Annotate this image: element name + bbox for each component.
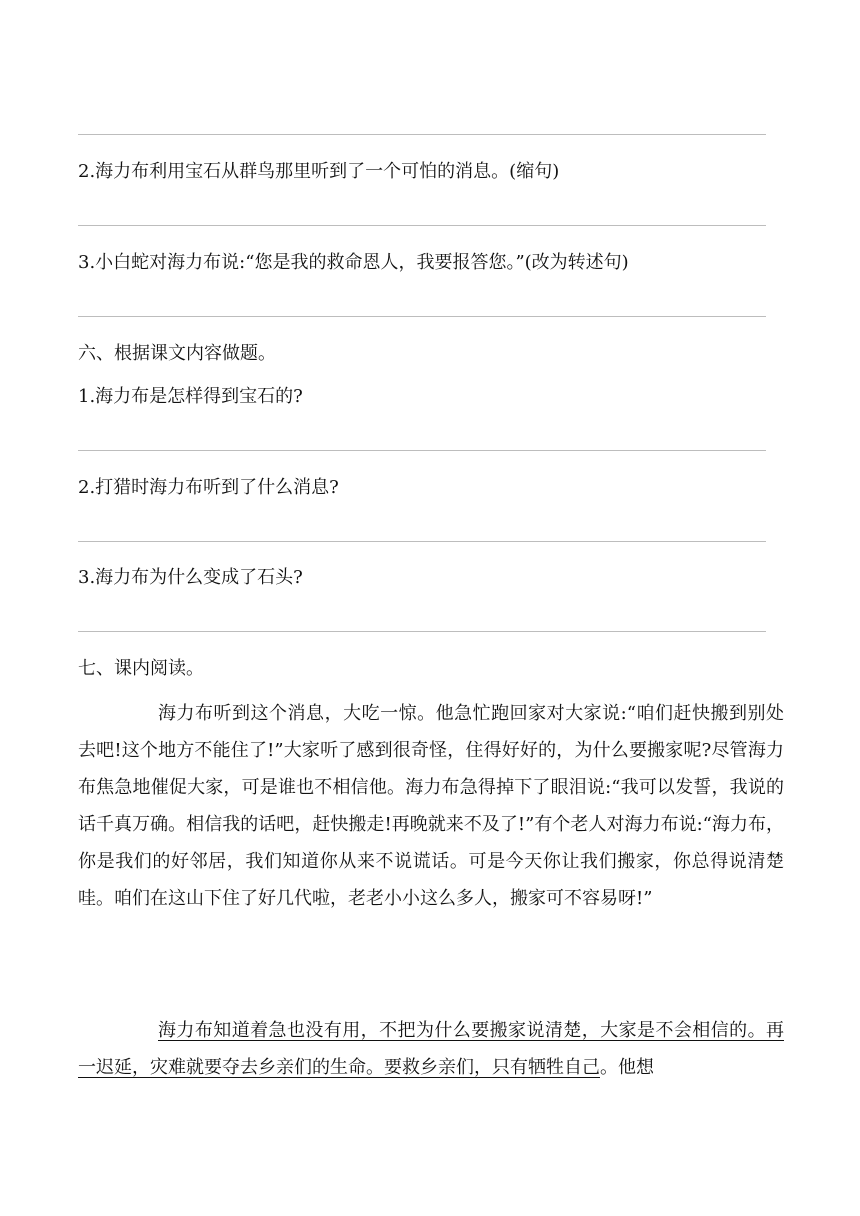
reading-paragraph-2 [78,1012,784,1086]
reading-paragraph-1: 海力布听到这个消息，大吃一惊。他急忙跑回家对大家说:“咱们赶快搬到别处去吧!这个地方不能住了!”大家听了感到很奇怪，住得好好的，为什么要搬家呢?尽管海力布焦急地催促大家，可是谁也不相信他。海力布急得掉下了眼泪说:“我可以发誓，我说的话千真万确。相信我的话吧，赶快搬走!再晚就来不及了!”有个老人对海力布说:“海力布，你是我们的好邻居，我们知道你从来不说谎话。可是今天你让我们搬家，你总得说清楚哇。咱们在这山下住了好几代啦，老老小小这么多人，搬家可不容易呀!” [78,703,784,909]
paragraph-continuation: 。他想 [600,1057,654,1078]
question-5-3: 3.小白蛇对海力布说:“您是我的救命恩人，我要报答您。”(改为转述句) [78,252,629,273]
section-6-title: 六、根据课文内容做题。 [78,343,276,364]
answer-line[interactable] [78,631,766,632]
answer-line[interactable] [78,134,766,135]
question-6-1: 1.海力布是怎样得到宝石的? [78,386,303,407]
section-7-title: 七、课内阅读。 [78,658,204,679]
answer-line[interactable] [78,450,766,451]
question-5-2: 2.海力布利用宝石从群鸟那里听到了一个可怕的消息。(缩句) [78,161,560,182]
answer-line[interactable] [78,316,766,317]
underlined-sentence: 海力布知道着急也没有用，不把为什么要搬家说清楚，大家是不会相信的。再一迟延，灾难就要夺去乡亲们的生命。要救乡亲们，只有牺牲自己 [78,1020,784,1078]
question-6-3: 3.海力布为什么变成了石头? [78,567,303,588]
answer-line[interactable] [78,225,766,226]
question-6-2: 2.打猎时海力布听到了什么消息? [78,477,339,498]
answer-line[interactable] [78,541,766,542]
